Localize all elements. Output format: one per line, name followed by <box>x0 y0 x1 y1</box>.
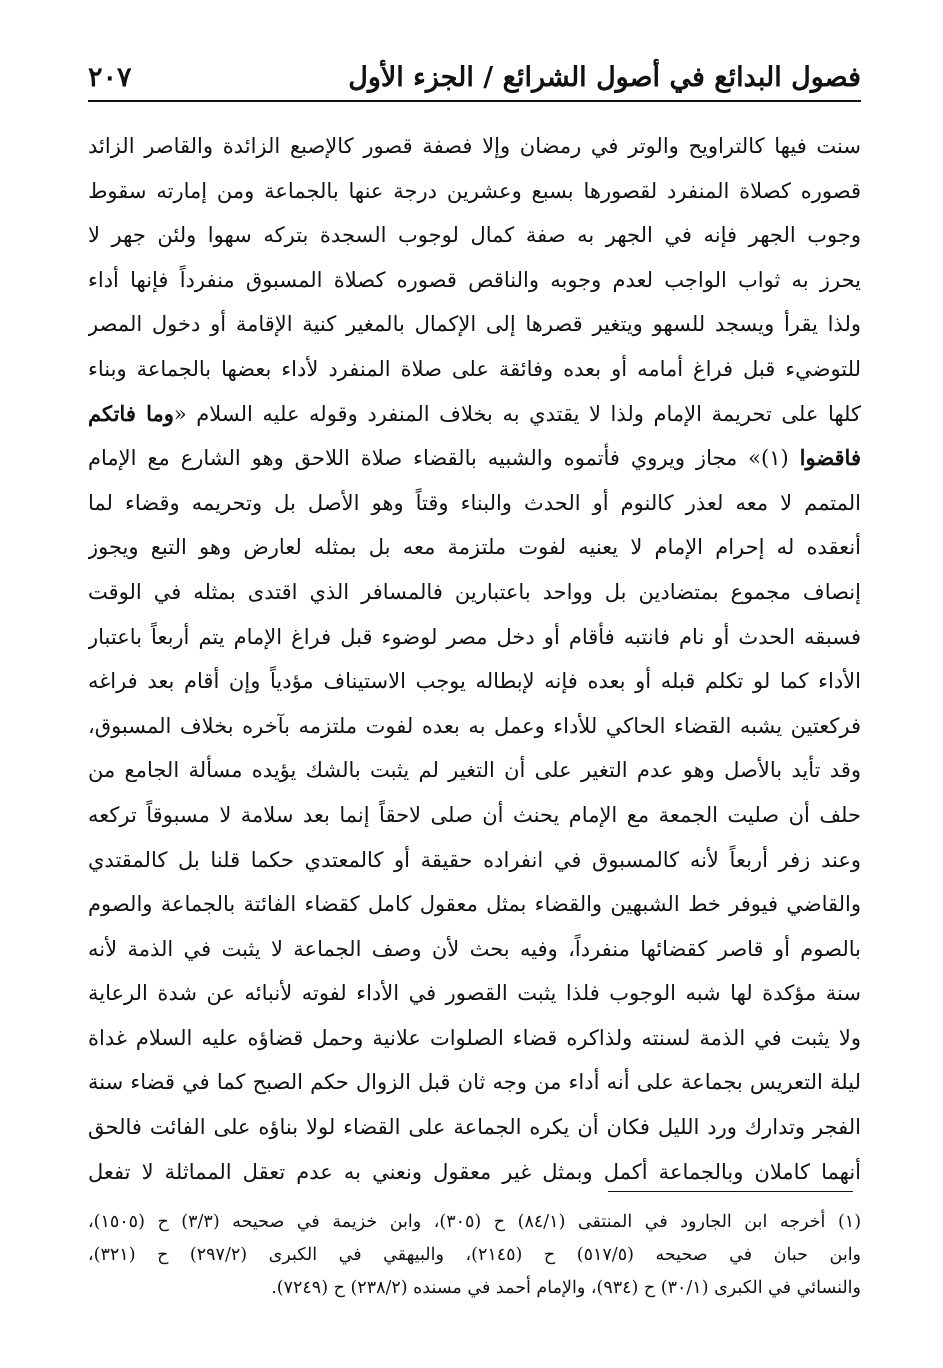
hadith-quote: وما فاتكم <box>88 400 174 426</box>
running-title: فصول البدائع في أصول الشرائع / الجزء الأول <box>348 62 861 93</box>
text-line: ولذا يقرأ ويسجد للسهو ويتغير قصرها إلى الإكمال بالمغير كنية الإقامة أو دخول المصر <box>88 312 861 337</box>
page-header <box>88 50 861 98</box>
footnote-rule <box>608 1191 853 1192</box>
text-line: والقاضي فيوفر خط الشبهين والقضاء بمثل معقول كامل كقضاء الفائتة بالجماعة والصوم <box>88 892 861 917</box>
footnote-line: والنسائي في الكبرى (٣٠/١) ح (٩٣٤)، والإمام أحمد في مسنده (٢٣٨/٢) ح (٧٢٤٩). <box>271 1278 861 1298</box>
footnote-line: وابن حبان في صحيحه (٥١٧/٥) ح (٢١٤٥)، والبيهقي في الكبرى (٢٩٧/٢) ح (٣٢١)، <box>88 1245 861 1265</box>
footnotes <box>88 1206 861 1305</box>
text-line: أنعقده له إحرام الإمام لا يعنيه لفوت ملتزمة معه بل بمثله لعارض وهو التبع ويجوز <box>88 535 861 560</box>
text-line: المتمم لا معه لعذر كالنوم أو الحدث والبناء وقتاً وهو الأصل بل وتحريمه وقضاء لما <box>88 490 861 515</box>
hadith-quote: فاقضوا <box>799 445 861 471</box>
text-line: كلها على تحريمة الإمام ولذا لا يقتدي به بخلاف المنفرد وقوله عليه السلام «وما فاتكم <box>88 400 861 426</box>
text-line: وعند زفر أربعاً لأنه كالمسبوق في انفراده حقيقة أو كالمعتدي حكما قلنا بل كالمقتدي <box>88 847 861 872</box>
text-line: وقد تأيد بالأصل وهو عدم التغير على أن التغير لم يثبت بالشك يؤيده مسألة الجامع من <box>88 758 861 783</box>
text-line: فسبقه الحدث أو نام فانتبه فأقام أو دخل مصر لوضوء قبل فراغ الإمام يتم أربعاً باعتبار <box>88 624 861 649</box>
text-line: إنصاف مجموع بمتضادين بل وواحد باعتبارين فالمسافر الذي اقتدى بمثله في الوقت <box>88 579 861 604</box>
text-line: ليلة التعريس بجماعة على أنه أداء من وجه ثان قبل الزوال حكم الصبح كما في قضاء سنة <box>88 1070 861 1095</box>
footnote-line: (١) أخرجه ابن الجارود في المنتقى (٨٤/١) ح (٣٠٥)، وابن خزيمة في صحيحه (٣/٣) ح (١٥٠٥)، <box>88 1212 861 1232</box>
text-line: الفجر وتدارك ورد الليل فكان أن يكره الجماعة على القضاء لولا بناؤه على الفائت فالحق <box>88 1115 861 1140</box>
text-line: قصوره كصلاة المنفرد لقصورها بسبع وعشرين درجة عنها بالجماعة ومن إمارته سقوط <box>88 178 861 203</box>
text-line: سنت فيها كالتراويح والوتر في رمضان وإلا فصفة قصور كالإصبع الزائدة والقاصر الزائد <box>88 134 861 158</box>
text-line: للتوضيء قبل فراغ أمامه أو بعده وفائقة على صلاة المنفرد لأداء بعضها بالجماعة وبناء <box>88 356 861 381</box>
text-line: فركعتين يشبه القضاء الحاكي للأداء وعمل به بعده لفوت ملتزمه بآخره بخلاف المسبوق، <box>88 713 861 738</box>
text-line: بالصوم أو قاصر كقضائها منفرداً، وفيه بحث لأن وصف الجماعة لا يثبت في الذمة لأنه <box>88 936 861 961</box>
text-line: فاقضوا (١)» مجاز ويروي فأتموه والشبيه بالقضاء صلاة اللاحق وهو الشارع مع الإمام <box>88 445 861 471</box>
main-text <box>88 124 861 1194</box>
text-line: أنهما كاملان وبالجماعة أكمل وبمثل غير معقول ونعني به عدم تعقل المماثلة لا تفعل <box>88 1159 861 1184</box>
page-number: ٢٠٧ <box>88 62 132 93</box>
text-line: وجوب الجهر فإنه في الجهر به صفة كمال لوجوب السجدة بتركه سهوا ولئن جهر لا <box>88 223 861 248</box>
text-line: سنة مؤكدة لها شبه الوجوب فلذا يثبت القصور في الأداء لفوته لأنبائه عن شدة الرعاية <box>88 981 861 1006</box>
text-line: ولا يثبت في الذمة لسنته ولذاكره قضاء الصلوات علانية وحمل قضاؤه عليه السلام غداة <box>88 1025 861 1050</box>
header-rule <box>88 100 861 102</box>
text-line: يحرز به ثواب الواجب لعدم وجوبه والناقص قصوره كصلاة المسبوق منفرداً فإنها أداء <box>88 267 861 292</box>
text-line: الأداء كما لو تكلم قبله أو بعده فإنه لإبطاله يوجب الاستيناف مؤدياً وإن أقام بعد فراغه <box>88 669 861 694</box>
text-line: حلف أن صليت الجمعة مع الإمام يحنث أن صلى لاحقاً إنما بعد سلامة لا مسبوقاً تركعه <box>88 802 861 827</box>
